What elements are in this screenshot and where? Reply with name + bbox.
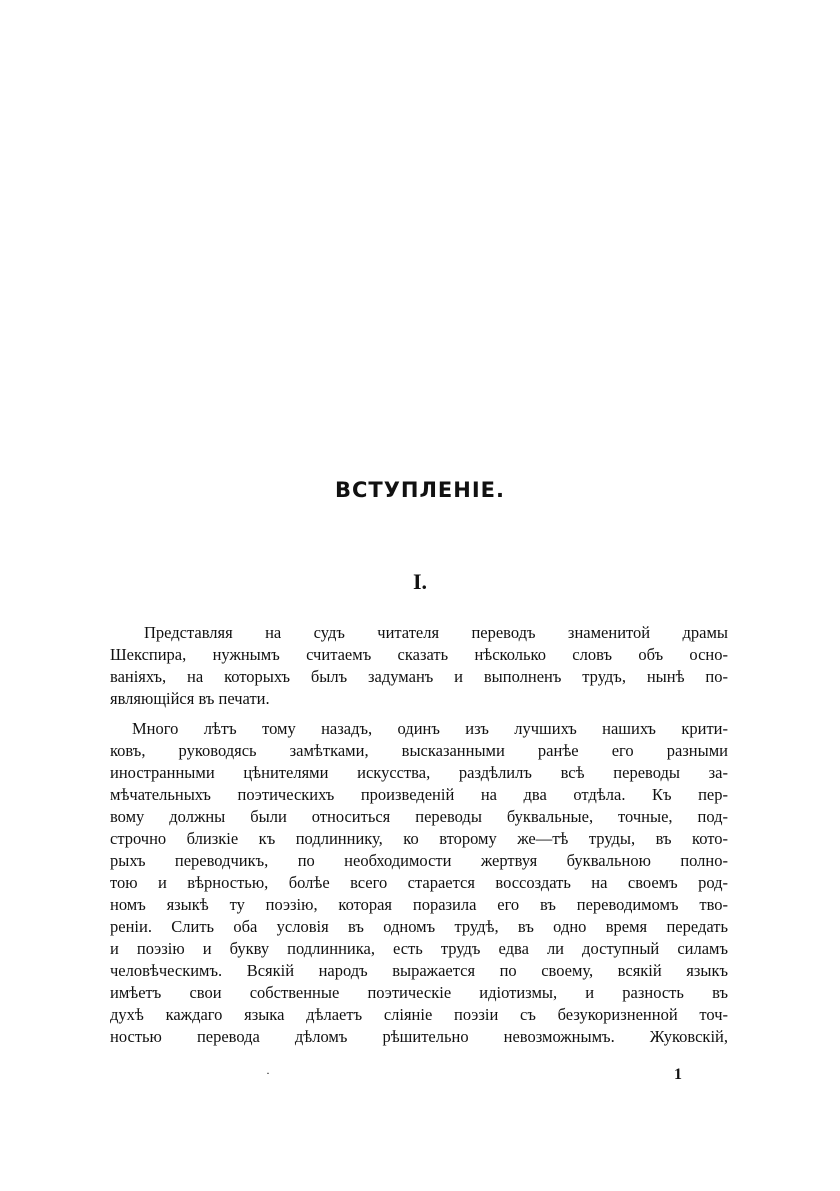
text-line: человѣческимъ. Всякій народъ выражается по своему, всякій языкъ <box>110 961 728 980</box>
text-line: иностранными цѣнителями искусства, раздѣлилъ всѣ переводы за- <box>110 763 728 782</box>
text-line: рыхъ переводчикъ, по необходимости жертвуя буквальною полно- <box>110 851 728 870</box>
text-line: Много лѣтъ тому назадъ, одинъ изъ лучшихъ нашихъ крити- <box>132 719 728 738</box>
paragraph-2 <box>110 718 728 1048</box>
section-number: I. <box>412 569 428 594</box>
text-line: тою и вѣрностью, болѣе всего старается воссоздать на своемъ род- <box>110 873 728 892</box>
text-line: ковъ, руководясь замѣтками, высказанными ранѣе его разными <box>110 741 728 760</box>
footer-mark: · <box>266 1066 270 1080</box>
text-line: являющійся въ печати. <box>110 689 270 708</box>
page-number: 1 <box>674 1066 682 1083</box>
text-line: реніи. Слить оба условія въ одномъ трудѣ, въ одно время передать <box>110 917 728 936</box>
chapter-heading: ВСТУПЛЕНІЕ. <box>334 478 505 502</box>
body-text <box>110 622 728 1048</box>
text-line: имѣетъ свои собственные поэтическіе идіотизмы, и разность въ <box>110 983 728 1002</box>
text-line: ваніяхъ, на которыхъ былъ задуманъ и выполненъ трудъ, нынѣ по- <box>110 667 728 686</box>
text-line: ностью перевода дѣломъ рѣшительно невозможнымъ. Жуковскій, <box>110 1027 728 1046</box>
text-line: Представляя на судъ читателя переводъ знаменитой драмы <box>144 623 728 642</box>
text-line: номъ языкѣ ту поэзію, которая поразила его въ переводимомъ тво- <box>110 895 728 914</box>
text-line: мѣчательныхъ поэтическихъ произведеній на два отдѣла. Къ пер- <box>110 785 728 804</box>
text-line: вому должны были относиться переводы буквальные, точные, под- <box>110 807 728 826</box>
text-line: духѣ каждаго языка дѣлаетъ сліяніе поэзіи съ безукоризненной точ- <box>110 1005 728 1024</box>
text-line: и поэзію и букву подлинника, есть трудъ едва ли доступный силамъ <box>110 939 728 958</box>
paragraph-gap <box>110 710 728 718</box>
text-line: строчно близкіе къ подлиннику, ко второму же—тѣ труды, въ кото- <box>110 829 728 848</box>
paragraph-1 <box>110 622 728 710</box>
text-line: Шекспира, нужнымъ считаемъ сказать нѣсколько словъ объ осно- <box>110 645 728 664</box>
